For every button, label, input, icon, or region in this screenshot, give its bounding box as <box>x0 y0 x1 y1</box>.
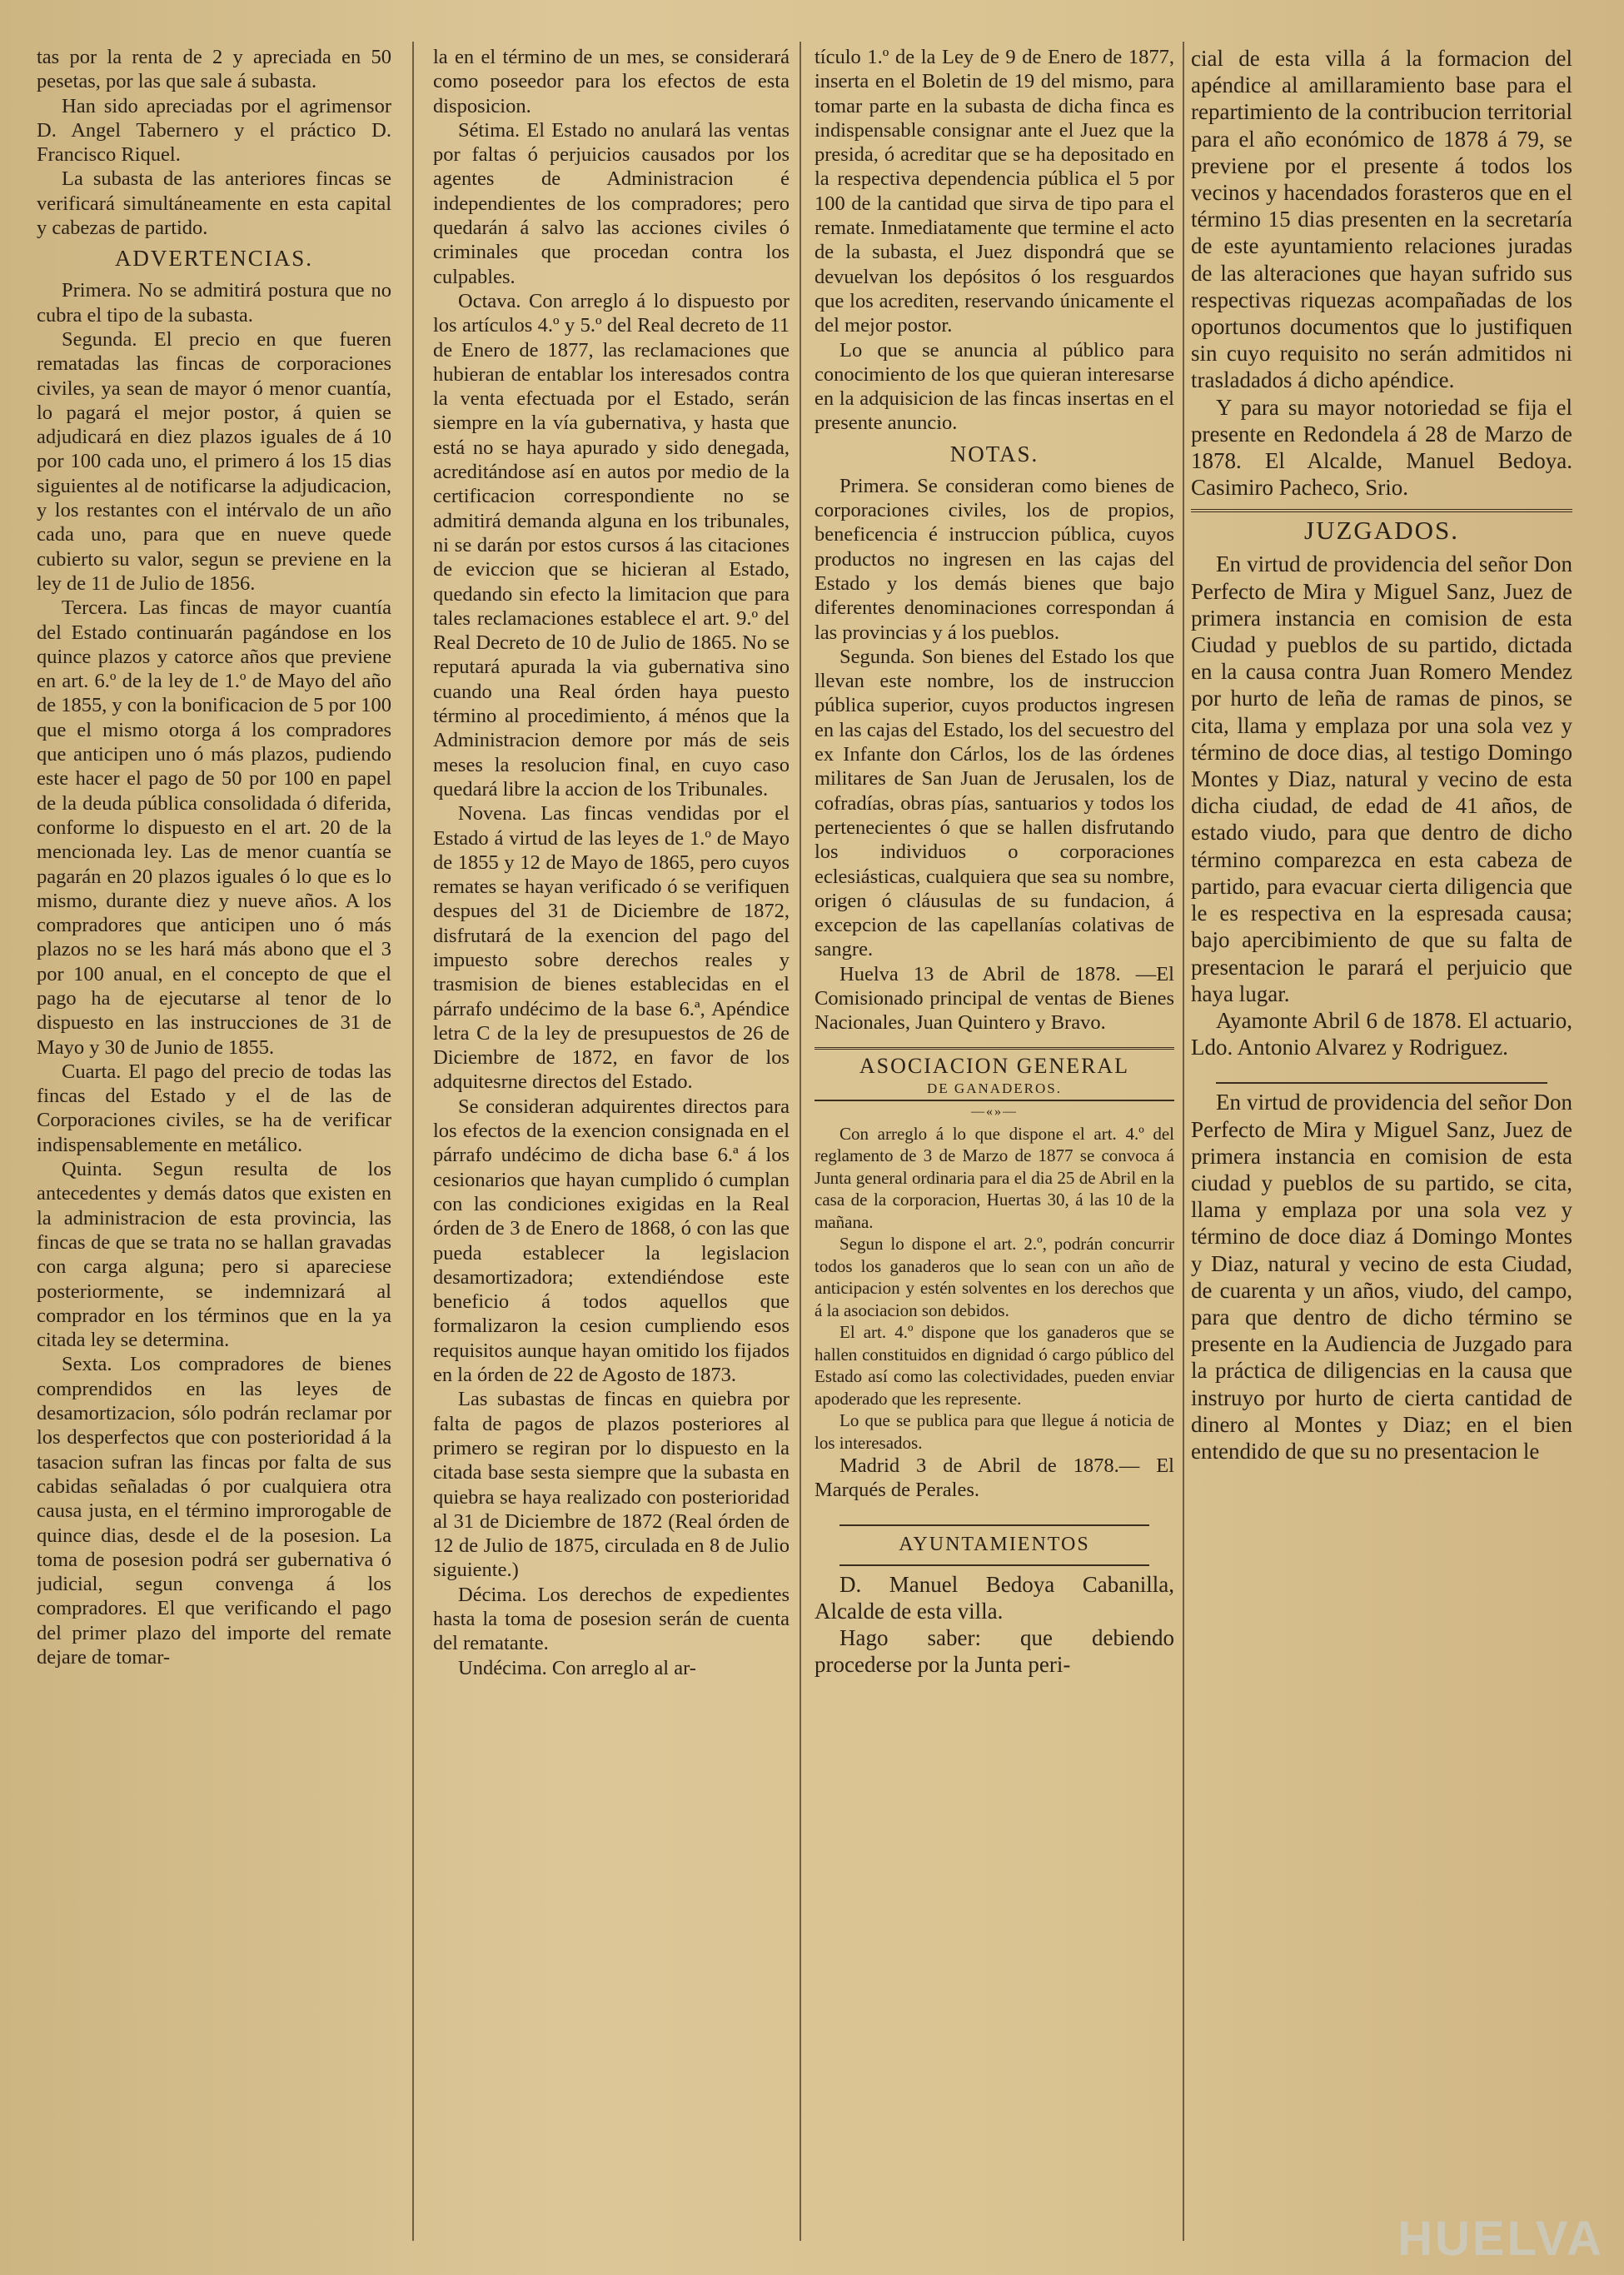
paragraph: la en el término de un mes, se considerará como poseedor para los efectos de esta disposicion. <box>433 46 790 117</box>
paragraph: Las subastas de fincas en quiebra por falta de pagos de plazos posteriores al primero se regiran por lo dispuesto en la citada base sesta siempre que la subasta en quiebra se haya realizado con posterioridad al 31 de Diciembre de 1872 (Real órden de 12 de Julio de 1875, circulada en 8 de Julio siguiente.) <box>433 1388 790 1582</box>
divider <box>1191 509 1572 512</box>
paragraph: Quinta. Segun resulta de los antecedentes y demás datos que existen en la administracion de esta provincia, las fincas de que se trata no se hallan gravadas con carga alguna; pero si apareciese posteriormente, se indemnizará al comprador en los términos que en la ya citada ley se determina. <box>37 1158 391 1352</box>
paragraph: Segunda. Son bienes del Estado los que llevan este nombre, los de instruccion pública superior, cuyos productos ingresen en las cajas del Estado, los del secuestro del ex Infante don Cárlos, los de las órdenes militares de San Juan de Jerusalen, los de cofradías, obras pías, santuarios y todos los pertenecientes ó que se hallen disfrutando los individuos o corporaciones eclesiásticas, cualquiera que sea su nombre, origen ó cláusulas de su fundacion, á excepcion de las capellanías colativas de sangre. <box>814 645 1174 961</box>
section-title-advertencias: ADVERTENCIAS. <box>114 246 314 272</box>
signature-paragraph: Madrid 3 de Abril de 1878.— El Marqués de Perales. <box>814 1454 1174 1502</box>
section-title-asociacion: ASOCIACION GENERAL <box>859 1053 1130 1078</box>
paragraph: Undécima. Con arreglo al ar- <box>458 1656 696 1679</box>
paragraph: Hago saber: que debiendo procederse por la Junta peri- <box>814 1624 1174 1677</box>
column-rule <box>1183 42 1184 2241</box>
paragraph: Octava. Con arreglo á lo dispuesto por los artículos 4.º y 5.º del Real decreto de 11 de Enero de 1877, las reclamaciones que hubieran de entablar los interesados contra la venta efectuada por el Estado, serán siempre en la vía gubernativa, y hasta que está no se haya apurado y sido denegada, acreditándose así en autos por medio de la certificacion correspondiente no se admitirá demanda alguna en los tribunales, ni se darán por estos cursos á las citaciones de eviccion que se hicieran al Estado, quedando sin efecto la limitacion que para tales reclamaciones establece el art. 9.º del Real Decreto de 10 de Julio de 1865. No se reputará apurada la via gubernativa sino cuando una Real órden haya puesto término al procedimiento, á ménos que la Administracion demore por más de seis meses la resolucion final, en cuyo caso quedará libre la accion de los Tribunales. <box>433 289 790 801</box>
column-4 <box>1191 45 1572 2253</box>
paragraph: Segun lo dispone el art. 2.º, podrán concurrir todos los ganaderos que lo sean con un año de anticipacion y estén solventes en los derechos que á la asociacion son debidos. <box>814 1234 1174 1320</box>
paragraph: Han sido apreciadas por el agrimensor D. Angel Tabernero y el práctico D. Francisco Riquel. <box>37 94 391 167</box>
paragraph: tículo 1.º de la Ley de 9 de Enero de 1877, inserta en el Boletin de 19 del mismo, para tomar parte en la subasta de dicha finca es indispensable consignar ante el Juez que la presida, ó acreditar que se ha depositado en la respectiva dependencia pública el 5 por 100 de la cantidad que sirva de tipo para el remate. Inmediatamente que termine el acto de la subasta, el Juez dispondrá que se devuelvan los depósitos ó los resguardos que los acrediten, reservando únicamente el del mejor postor. <box>814 46 1174 337</box>
paragraph: D. Manuel Bedoya Cabanilla, Alcalde de esta villa. <box>814 1571 1174 1624</box>
paragraph: Segunda. El precio en que fueren rematadas las fincas de corporaciones civiles, ya sean de mayor ó menor cuantía, lo pagará el mejor postor, á quien se adjudicará en diez plazos iguales de á 10 por 100 cada uno, el primero á los 15 dias siguientes al de notificarse la adjudicacion, y los restantes con el intérvalo de un año cada uno, para que en nueve quede cubierto su valor, segun se previene en la ley de 11 de Julio de 1856. <box>37 327 391 595</box>
column-1 <box>37 45 391 2253</box>
paragraph: Sétima. El Estado no anulará las ventas por faltas ó perjuicios causados por los agentes de Administracion é independientes de los compradores; pero quedarán á salvo las acciones civiles ó criminales que procedan contra los culpables. <box>433 118 790 288</box>
paragraph: Décima. Los derechos de expedientes hasta la toma de posesion serán de cuenta del rematante. <box>433 1583 790 1655</box>
paragraph: Con arreglo á lo que dispone el art. 4.º del reglamento de 3 de Marzo de 1877 se convoca á Junta general ordinaria para el dia 25 de Abril en la casa de la corporacion, Huertas 30, á las 10 de la mañana. <box>814 1123 1174 1232</box>
paragraph: Primera. No se admitirá postura que no cubra el tipo de la subasta. <box>37 279 391 327</box>
column-2 <box>433 45 790 2253</box>
paragraph: Lo que se publica para que llegue á noticia de los interesados. <box>814 1410 1174 1453</box>
column-3 <box>814 45 1174 2253</box>
assoc-header <box>814 1047 1174 1101</box>
section-subtitle-ganaderos: DE GANADEROS. <box>927 1080 1062 1096</box>
paragraph: Tercera. Las fincas de mayor cuantía del Estado continuarán pagándose en los quince plazos y catorce años que previene en art. 6.º de la ley de 1.º de Mayo del año de 1855, y con la bonificacion de 5 por 100 que el mismo otorga á los compradores que anticipen uno ó más plazos, pudiendo este hacer el pago de 50 por 100 en papel de la deuda pública consolidada ó diferida, conforme lo dispuesto en el art. 20 de la mencionada ley. Las de menor cuantía se pagarán en 20 plazos iguales ó lo que es lo mismo, durante diez y nueve años. A los compradores que anticipen uno ó más plazos no se les hará más abono que el 3 por 100 anual, en el concepto de que el pago ha de ejecutarse al tenor de lo dispuesto en las instrucciones de 31 de Mayo y 30 de Junio de 1855. <box>37 596 391 1059</box>
paragraph: Se consideran adquirentes directos para los efectos de la exencion consignada en el párrafo undécimo de dicha base 6.ª á los cesionarios que hayan cumplido ó cumplan con las condiciones exigidas en la Real órden de 3 de Enero de 1868, ó con las que pueda establecer la legislacion desamortizadora; extendiéndose este beneficio á todos aquellos que formalizaron la cesion cumpliendo esos requisitos aunque hayan omitido los fijados en la órden de 22 de Agosto de 1873. <box>433 1095 790 1387</box>
divider <box>839 1564 1149 1566</box>
column-rule <box>800 42 801 2241</box>
paragraph: Y para su mayor notoriedad se fija el presente en Redondela á 28 de Marzo de 1878. El Alcalde, Manuel Bedoya. Casimiro Pacheco, Srio. <box>1191 394 1572 501</box>
paragraph: Cuarta. El pago del precio de todas las fincas del Estado y el de las de Corporaciones civiles, se ha de verificar indispensablemente en metálico. <box>37 1060 391 1156</box>
signature-paragraph: Huelva 13 de Abril de 1878. —El Comisionado principal de ventas de Bienes Nacionales, Juan Quintero y Bravo. <box>814 962 1174 1035</box>
paragraph: Sexta. Los compradores de bienes comprendidos en las leyes de desamortizacion, sólo podrán reclamar por los desperfectos que con posterioridad á la tasacion sufran las fincas por falta de sus cabidas señaladas ó por cualquiera otra causa justa, en el término improrogable de quince dias, desde el de la posesion. La toma de posesion podrá ser gubernativa ó judicial, segun convenga á los compradores. El que verificando el pago del primer plazo del importe del remate dejare de tomar- <box>37 1353 391 1669</box>
signature-paragraph: Ayamonte Abril 6 de 1878. El actuario, Ldo. Antonio Alvarez y Rodriguez. <box>1191 1007 1572 1060</box>
divider <box>839 1524 1149 1526</box>
paragraph: Novena. Las fincas vendidas por el Estado á virtud de las leyes de 1.º de Mayo de 1855 y 12 de Mayo de 1865, pero cuyos remates se hayan verificado ó se verifiquen despues del 31 de Diciembre de 1872, disfrutará de la exencion del pago del impuesto sobre derechos reales y trasmision de bienes establecidas en el párrafo undécimo de la base 6.ª, Apéndice letra C de la ley de presupuestos de 26 de Diciembre de 1872, en favor de los adquitesrne directos del Estado. <box>433 802 790 1094</box>
column-rule <box>412 42 414 2241</box>
section-title-juzgados: JUZGADOS. <box>1304 516 1459 546</box>
divider <box>1216 1082 1547 1084</box>
paragraph: En virtud de providencia del señor Don Perfecto de Mira y Miguel Sanz, Juez de primera instancia en comision de esta ciudad y pueblos de su partido, se cita, llama y emplaza por una sola vez y término de doce diaz á Domingo Montes y Diaz, natural y vecino de esta Ciudad, de cuarenta y un años, viudo, del campo, para que dentro de dicho término se presente en la Audiencia de Juzgado para la práctica de diligencias en la causa que instruyo por hurto de cierta cantidad de dinero al Montes y Diaz; en el bien entendido de que su no presentacion le <box>1191 1090 1572 1464</box>
paragraph: cial de esta villa á la formacion del apéndice al amillaramiento base para el repartimiento de la contribucion territorial para el año económico de 1878 á 79, se previene por el presente á todos los vecinos y hacendados forasteros que en el término 15 dias presenten en la secretaría de este ayuntamiento relaciones juradas de las alteraciones que hayan sufrido sus respectivas riquezas acompañadas de los oportunos documentos que lo justifiquen sin cuyo requisito no serán admitidos ni trasladados á dicho apéndice. <box>1191 46 1572 393</box>
ornament-separator: —«»— <box>971 1104 1018 1119</box>
paragraph: tas por la renta de 2 y apreciada en 50 pesetas, por las que sale á subasta. <box>37 46 391 93</box>
paragraph: El art. 4.º dispone que los ganaderos que se hallen constituidos en dignidad ó cargo público del Estado así como las colectividades, pueden enviar apoderado que les represente. <box>814 1322 1174 1409</box>
paragraph: Lo que se anuncia al público para conocimiento de los que quieran interesarse en la adquisicion de las fincas insertas en el presente anuncio. <box>814 338 1174 435</box>
paragraph: En virtud de providencia del señor Don Perfecto de Mira y Miguel Sanz, Juez de primera instancia en comision de esta Ciudad y pueblos de su partido, dictada en la causa contra Juan Romero Mendez por hurto de leña de ramas de pinos, se cita, llama y emplaza por una sola vez y término de doce dias, al testigo Domingo Montes y Diaz, natural y vecino de esta dicha ciudad, de edad de 41 años, de estado viudo, para que dentro de dicho término comparezca en esta cabeza de partido, para evacuar cierta diligencia que le es respectiva en la espresada causa; bajo apercibimiento de que su falta de presentacion le parará el perjuicio que haya lugar. <box>1191 551 1572 1006</box>
watermark-logo: HUELVA <box>1397 2212 1604 2266</box>
paragraph: Primera. Se consideran como bienes de corporaciones civiles, los de propios, beneficencia é instruccion pública, cuyos productos no ingresen en las cajas del Estado y los demás bienes que bajo diferentes denominaciones correspondan á las provincias y á los pueblos. <box>814 474 1174 644</box>
section-title-ayuntamientos: AYUNTAMIENTOS <box>899 1533 1090 1555</box>
section-title-notas: NOTAS. <box>949 441 1039 466</box>
paragraph: La subasta de las anteriores fincas se verificará simultáneamente en esta capital y cabezas de partido. <box>37 167 391 240</box>
